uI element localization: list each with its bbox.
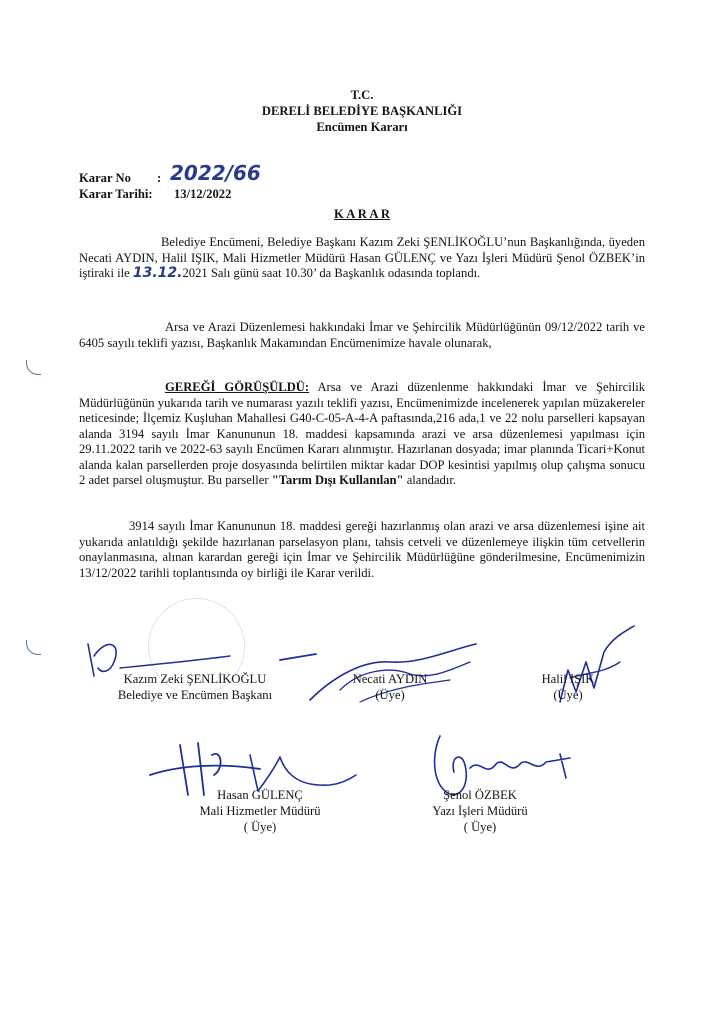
karar-tarihi-value: 13/12/2022 [174,187,232,201]
decision-body: Arsa ve Arazi düzenlenme hakkındaki İmar ve Şehircilik Müdürlüğünün yukarıda tarih ve numarası yazılı teklifi yazısı, Encümenimizde incelenerek yapılan müzakereler neticesinde; İlçemiz Kuşluhan Mahallesi G40-C-05-A-4-A paftasında,216 ada,1 ve 22 nolu parselleri kapsayan alanda 3194 sayılı İmar Kanununun 18. maddesi kapsamında arazi ve arsa düzenlemesi yapılması için 29.11.2022 tarih ve 2022-63 sayılı Encümen Kararı alınmıştır. Hazırlanan dosyada; imar planında Ticari+Konut alanda kalan parsellerden proje dosyasında belirtilen miktar kadar DOP kesintisi yapılmış olup çalışma sonucu 2 adet parsel oluşmuştur. Bu parseller [79,380,646,487]
signatory-name: Şenol ÖZBEK [443,788,517,802]
karar-title: K A R A R [334,207,390,221]
signatory-role: ( Üye) [243,820,277,834]
punch-hole-mark [26,360,41,375]
decision-heading: GEREĞİ GÖRÜŞÜLDÜ: [165,380,310,394]
signatory-title: Mali Hizmetler Müdürü [199,804,321,818]
paragraph-approval: 3914 sayılı İmar Kanununun 18. maddesi gereği hazırlanmış olan arazi ve arsa düzenlemesi işine ait yukarıda anlatıldığı şekilde hazırlanan parselasyon planı, tahsis cetveli ve düzenlemeye ilişkin tüm cetvellerin onaylanmasına, alınan karardan gereği için İmar ve Şehircilik Müdürlüğüne gönderilmesine, Encümenimizin 13/12/2022 tarihli toplantısında oy birliği ile Karar verildi. [79,519,645,580]
karar-no-label: Karar No [79,171,131,185]
signatory-title: Belediye ve Encümen Başkanı [117,688,273,702]
institution-name: DERELİ BELEDİYE BAŞKANLIĞI [261,104,463,118]
paragraph-referral: Arsa ve Arazi Düzenlemesi hakkındaki İmar ve Şehircilik Müdürlüğünün 09/12/2022 tarih ve 6405 sayılı teklifi yazısı, Başkanlık Makamından Encümenimize havale olunarak, [79,320,645,350]
signatory-name: Halil IŞIK [541,672,595,686]
decision-tail: alandadır. [406,473,456,487]
signatory-role: (Üye) [375,688,405,702]
karar-tarihi-label: Karar Tarihi: [79,187,153,201]
signatory-title: Yazı İşleri Müdürü [432,804,528,818]
handwritten-date: 13.12. [132,265,183,281]
decision-bold-term: "Tarım Dışı Kullanılan" [271,473,404,487]
paragraph-decision [79,380,645,489]
punch-hole-mark [26,640,41,655]
signatory-role: ( Üye) [463,820,497,834]
karar-no-sep: : [157,171,162,185]
paragraph-meeting-tail: 2021 Salı günü saat 10.30’ da Başkanlık odasında toplandı. [182,266,481,280]
header-tc: T.C. [350,88,374,102]
signatory-role: (Üye) [553,688,583,702]
karar-no-value: 2022/66 [170,161,261,185]
signatory-name: Hasan GÜLENÇ [217,788,303,802]
signatory-name: Kazım Zeki ŞENLİKOĞLU [123,672,267,686]
paragraph-meeting [79,235,645,282]
paragraph-meeting-text: Belediye Encümeni, Belediye Başkanı Kazım Zeki ŞENLİKOĞLU’nun Başkanlığında, üyeden Necati AYDIN, Halil IŞIK, Mali Hizmetler Müdürü Hasan GÜLENÇ ve Yazı İşleri Müdürü Şenol ÖZBEK’in iştiraki ile [79,235,645,280]
document-subtitle: Encümen Kararı [316,120,408,134]
signatory-name: Necati AYDIN [352,672,428,686]
